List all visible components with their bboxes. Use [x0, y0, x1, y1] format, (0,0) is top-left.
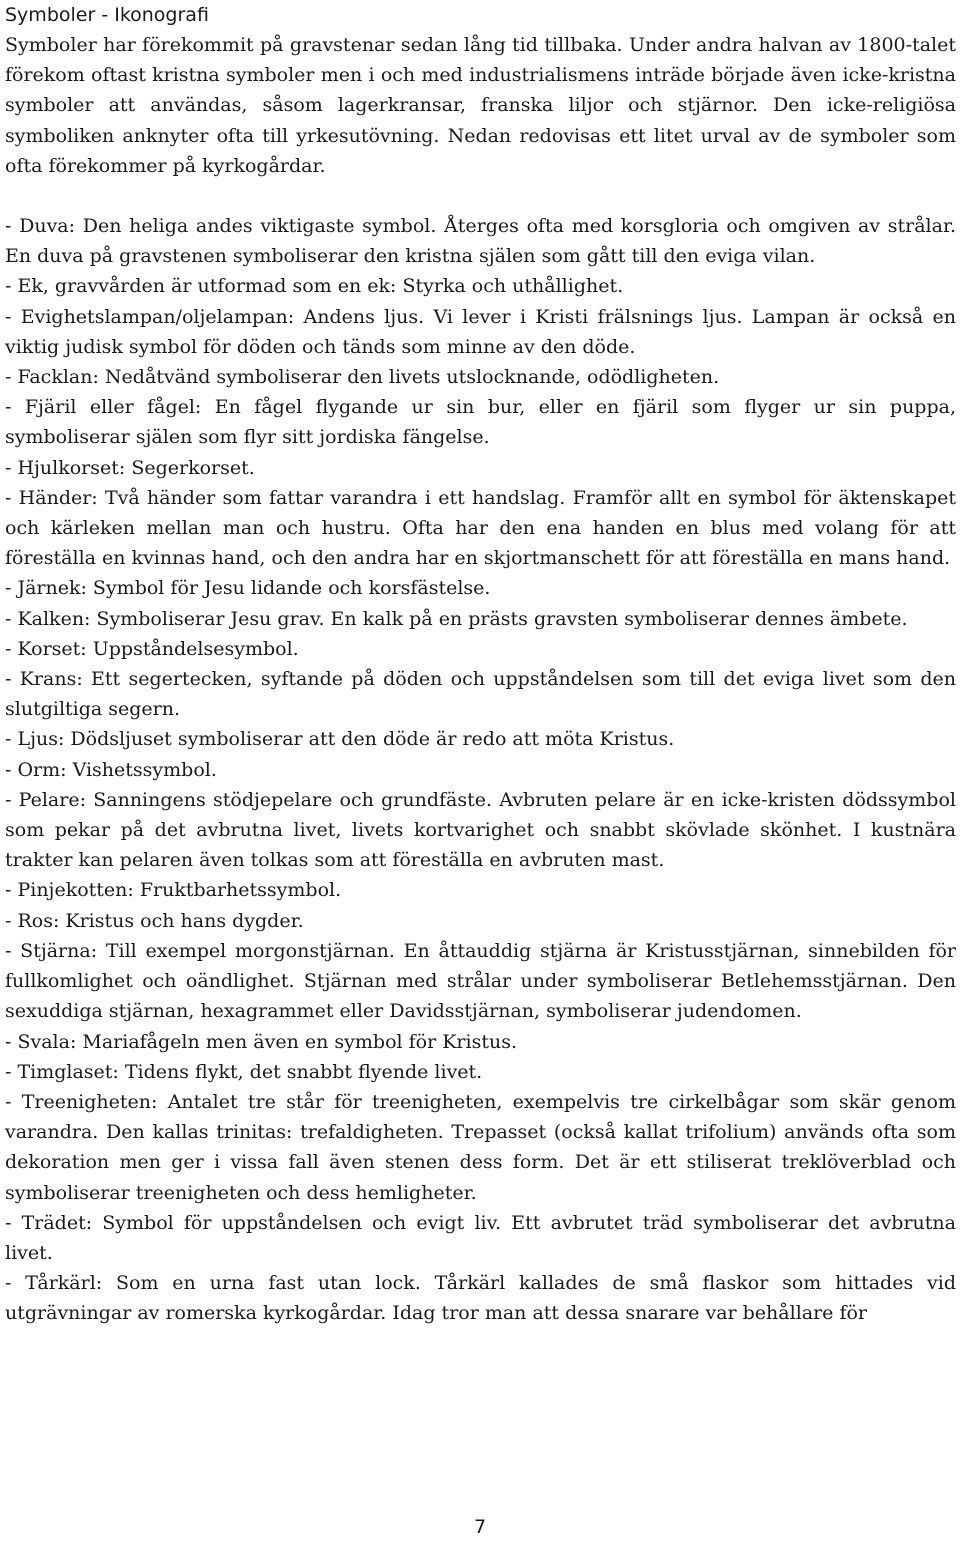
- symbol-entry-duva: - Duva: Den heliga andes viktigaste symbol. Återges ofta med korsgloria och omgiven av strålar. En duva på gravstenen symboliserar den kristna själen som gått till den eviga vilan.: [5, 215, 956, 268]
- symbol-entry-ek: - Ek, gravvården är utformad som en ek: Styrka och uthållighet.: [5, 275, 624, 298]
- symbol-entry-ros: - Ros: Kristus och hans dygder.: [5, 909, 304, 932]
- symbol-entry-orm: - Orm: Vishetssymbol.: [5, 758, 217, 781]
- symbol-entry-ljus: - Ljus: Dödsljuset symboliserar att den döde är redo att möta Kristus.: [5, 728, 675, 751]
- symbol-entry-kalken: - Kalken: Symboliserar Jesu grav. En kalk på en prästs gravsten symboliserar dennes ämbete.: [5, 607, 908, 630]
- symbol-entry-krans: - Krans: Ett segertecken, syftande på döden och uppståndelsen som till det eviga livet som den slutgiltiga segern.: [5, 668, 956, 721]
- symbol-entry-svala: - Svala: Mariafågeln men även en symbol för Kristus.: [5, 1030, 517, 1053]
- intro-paragraph: Symboler har förekommit på gravstenar sedan lång tid tillbaka. Under andra halvan av 1800-talet förekom oftast kristna symboler men i och med industrialismens inträde började även icke-kristna symboler att användas, såsom lagerkransar, franska liljor och stjärnor. Den icke-religiösa symboliken anknyter ofta till yrkesutövning. Nedan redovisas ett litet urval av de symboler som ofta förekommer på kyrkogårdar.: [5, 34, 956, 177]
- symbol-entry-fjaril: - Fjäril eller fågel: En fågel flygande ur sin bur, eller en fjäril som flyger ur sin puppa, symboliserar själen som flyr sitt jordiska fängelse.: [5, 396, 956, 449]
- symbol-entry-pinjekotten: - Pinjekotten: Fruktbarhetssymbol.: [5, 879, 342, 902]
- symbol-entry-stjarna: - Stjärna: Till exempel morgonstjärnan. En åttauddig stjärna är Kristusstjärnan, sinnebilden för fullkomlighet och oändlighet. Stjärnan med strålar under symboliserar Betlehemsstjärnan. Den sexuddiga stjärnan, hexagrammet eller Davidsstjärnan, symboliserar judendomen.: [5, 939, 956, 1023]
- symbol-entry-treenigheten: - Treenigheten: Antalet tre står för treenigheten, exempelvis tre cirkelbågar som skär genom varandra. Den kallas trinitas: trefaldigheten. Trepasset (också kallat trifolium) används ofta som dekoration men ger i vissa fall även stenen dess form. Det är ett stiliserat treklöverblad och symboliserar treenigheten och dess hemligheter.: [5, 1090, 956, 1204]
- symbol-entry-jarnek: - Järnek: Symbol för Jesu lidande och korsfästelse.: [5, 577, 491, 600]
- symbol-entry-facklan: - Facklan: Nedåtvänd symboliserar den livets utslocknande, odödligheten.: [5, 366, 720, 389]
- page-heading: Symboler - Ikonografi: [5, 4, 209, 26]
- symbol-entry-hander: - Händer: Två händer som fattar varandra i ett handslag. Framför allt en symbol för äktenskapet och kärleken mellan man och hustru. Ofta har den ena handen en blus med volang för att föreställa en kvinnas hand, och den andra har en skjortmanschett för att föreställa en mans hand.: [5, 486, 956, 570]
- symbol-entry-evighetslampan: - Evighetslampan/oljelampan: Andens ljus. Vi lever i Kristi frälsnings ljus. Lampan är också en viktig judisk symbol för döden och tänds som minne av den döde.: [5, 305, 956, 358]
- symbol-entry-pelare: - Pelare: Sanningens stödjepelare och grundfäste. Avbruten pelare är en icke-kristen dödssymbol som pekar på det avbrutna livet, livets kortvarighet och snabbt skövlade skönhet. I kustnära trakter kan pelaren även tolkas som att föreställa en avbruten mast.: [5, 788, 956, 872]
- symbol-entry-hjulkorset: - Hjulkorset: Segerkorset.: [5, 456, 255, 479]
- symbol-entry-korset: - Korset: Uppståndelsesymbol.: [5, 637, 299, 660]
- page-number: 7: [473, 1516, 487, 1538]
- body-text: [5, 30, 956, 1329]
- symbol-entry-tradet: - Trädet: Symbol för uppståndelsen och evigt liv. Ett avbrutet träd symboliserar det avbrutna livet.: [5, 1211, 956, 1264]
- symbol-entry-timglaset: - Timglaset: Tidens flykt, det snabbt flyende livet.: [5, 1060, 483, 1083]
- symbol-entry-tarkarl: - Tårkärl: Som en urna fast utan lock. Tårkärl kallades de små flaskor som hittades vid utgrävningar av romerska kyrkogårdar. Idag tror man att dessa snarare var behållare för: [5, 1272, 956, 1325]
